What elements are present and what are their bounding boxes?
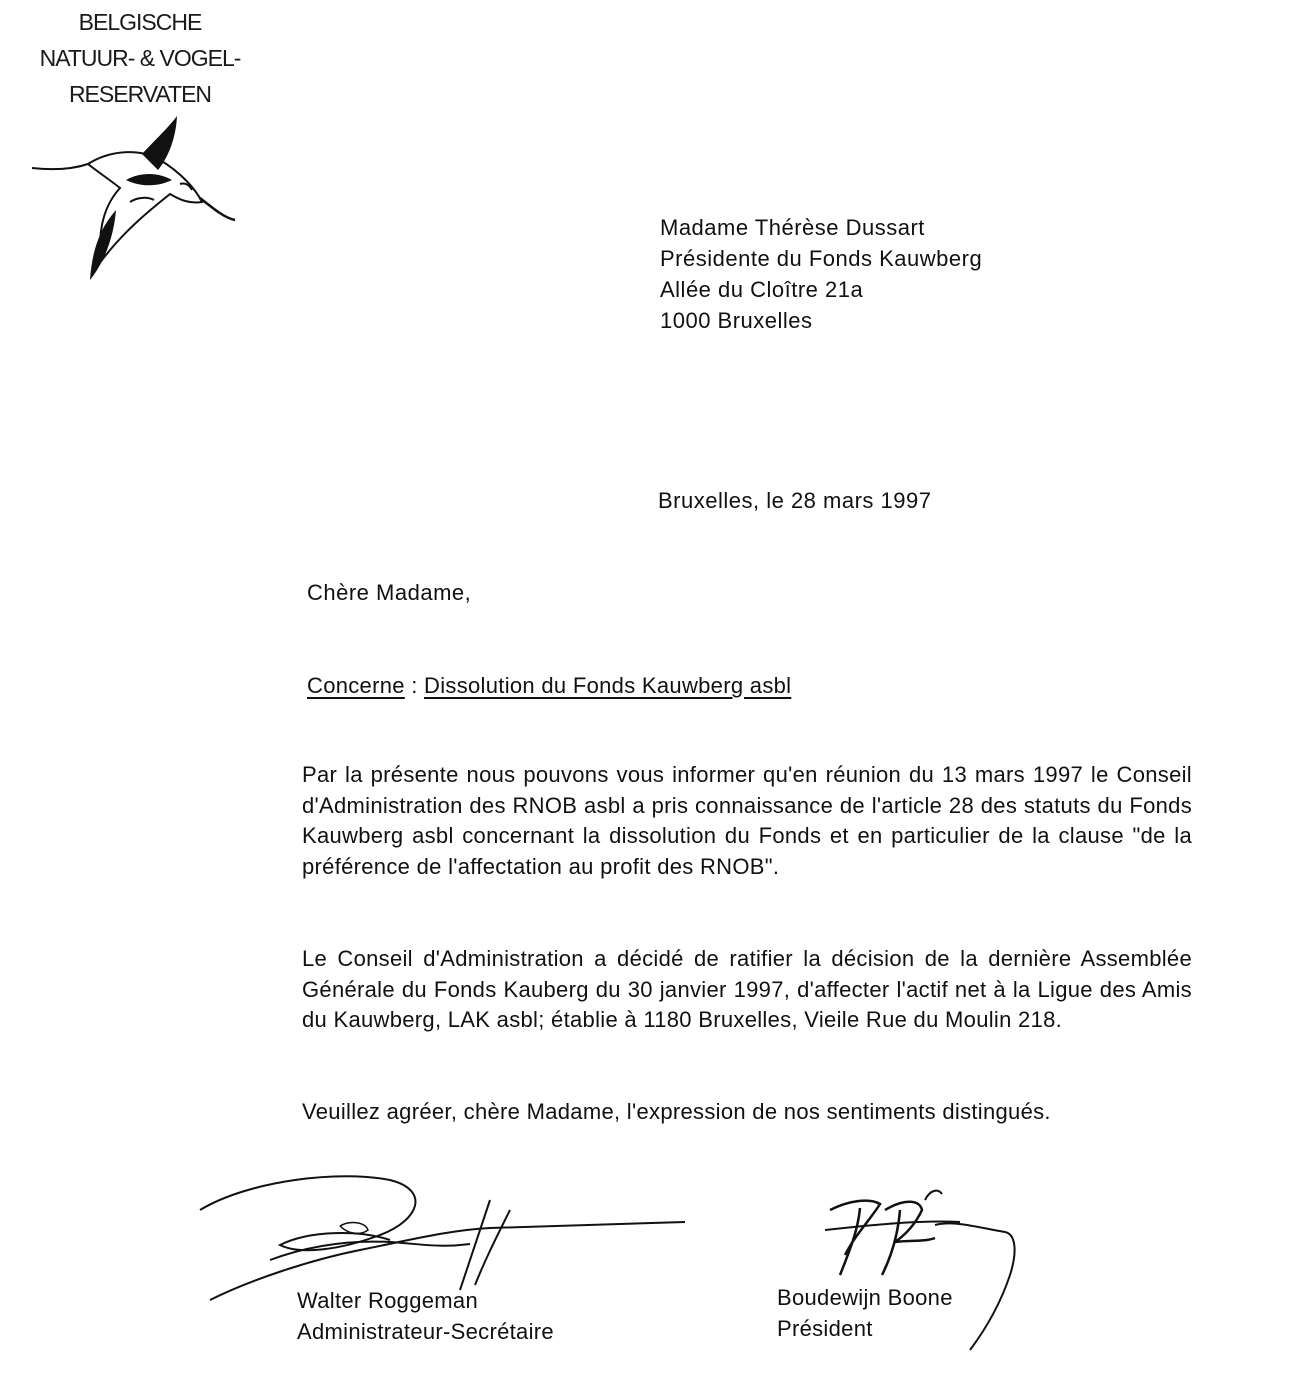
letterhead-line: BELGISCHE <box>78 9 202 35</box>
subject-separator: : <box>404 673 425 698</box>
letterhead-line: RESERVATEN <box>68 81 212 107</box>
recipient-line: Madame Thérèse Dussart <box>660 215 925 240</box>
salutation: Chère Madame, <box>307 580 472 605</box>
recipient-address <box>660 212 982 336</box>
subject-label: Concerne <box>307 673 405 698</box>
subject-line <box>307 673 791 699</box>
letterhead-org-name <box>30 4 250 112</box>
recipient-line: 1000 Bruxelles <box>660 308 813 333</box>
closing-paragraph: Veuillez agréer, chère Madame, l'expression de nos sentiments distingués. <box>302 1099 1051 1124</box>
letter-date: Bruxelles, le 28 mars 1997 <box>658 488 932 513</box>
body-paragraph: Par la présente nous pouvons vous informer qu'en réunion du 13 mars 1997 le Conseil d'Administration des RNOB asbl a pris connaissance de l'article 28 des statuts du Fonds Kauwberg asbl concernant la dissolution du Fonds et en particulier de la clause "de la préférence de l'affectation au profit des RNOB". <box>302 762 1192 879</box>
signatory-title: Administrateur-Secrétaire <box>297 1319 554 1344</box>
body-paragraph: Le Conseil d'Administration a décidé de ratifier la décision de la dernière Assemblée Générale du Fonds Kauberg du 30 janvier 1997, d'affecter l'actif net à la Ligue des Amis du Kauwberg, LAK asbl; établie à 1180 Bruxelles, Vieile Rue du Moulin 218. <box>302 946 1192 1032</box>
letterhead-line: NATUUR- & VOGEL- <box>39 45 241 71</box>
avocet-bird-icon <box>30 110 245 290</box>
subject-text: Dissolution du Fonds Kauwberg asbl <box>424 673 792 698</box>
signatory-right <box>777 1282 953 1344</box>
recipient-line: Présidente du Fonds Kauwberg <box>660 246 983 271</box>
signatory-name: Boudewijn Boone <box>777 1285 953 1310</box>
signatory-name: Walter Roggeman <box>297 1288 478 1313</box>
signatory-left <box>297 1285 554 1347</box>
recipient-line: Allée du Cloître 21a <box>660 277 864 302</box>
signatory-title: Président <box>777 1316 873 1341</box>
